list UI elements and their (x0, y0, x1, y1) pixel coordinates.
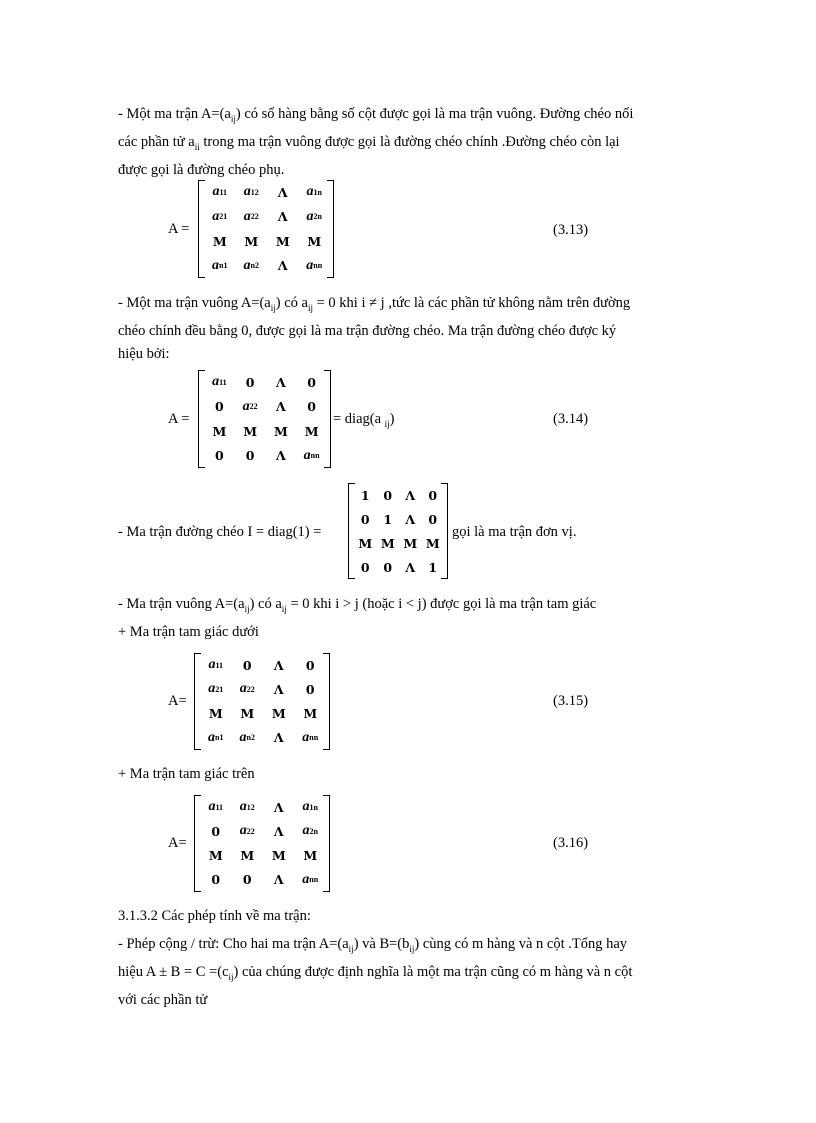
matrix-cell: Λ (273, 730, 284, 746)
matrix-cell: 0 (211, 872, 221, 888)
paragraph-triangular-matrix: - Ma trận vuông $A=(a_{ij})$ có $a_{ij} = 0$ khi i > j (hoặc i < j) được gọi là ma trận tam giác (118, 596, 597, 614)
eq-3-16-number: (3.16) (553, 835, 589, 851)
matrix-identity (348, 483, 448, 579)
matrix-cell: M (244, 233, 259, 249)
matrix-cell: Λ (277, 258, 288, 274)
matrix-cell: 0 (242, 657, 252, 673)
matrix-cell: 0 (428, 487, 438, 503)
matrix-cell: a nn (302, 729, 319, 745)
identity-lhs: - Ma trận đường chéo I = diag(1) = (118, 524, 322, 540)
matrix-cell: 0 (245, 448, 255, 464)
matrix-cell: 0 (428, 511, 438, 527)
right-bracket (324, 370, 331, 468)
lower-triangular-heading: + Ma trận tam giác dưới (118, 624, 259, 640)
matrix-cell: Λ (276, 399, 286, 415)
matrix-cell: Λ (277, 209, 288, 225)
right-bracket (323, 653, 330, 750)
matrix-cell: Λ (405, 559, 416, 575)
eq-3-13-lhs: A = (168, 221, 190, 237)
matrix-cell: 1 (360, 487, 370, 503)
matrix-cell: M (212, 423, 227, 439)
right-bracket (327, 180, 334, 278)
matrix-cell: a 21 (208, 681, 224, 697)
eq-3-15-number: (3.15) (553, 693, 589, 709)
matrix-cell: 0 (383, 487, 393, 503)
matrix-cell: 0 (305, 657, 315, 673)
matrix-cell: a 12 (243, 184, 259, 200)
section-heading: 3.1.3.2 Các phép tính về ma trận: (118, 908, 311, 924)
matrix-cell: Λ (273, 872, 284, 888)
matrix-cell: a 11 (208, 657, 224, 673)
eq-3-13-number: (3.13) (553, 222, 589, 238)
matrix-cell: M (271, 848, 286, 864)
matrix-cell: 0 (307, 399, 316, 415)
matrix-cell: 0 (215, 448, 224, 464)
matrix-cell: a 11 (212, 374, 227, 390)
matrix-cell: M (212, 233, 227, 249)
eq-3-14-rhs: = diag(a $_{ij}$) (333, 411, 395, 429)
matrix-cell: M (271, 706, 286, 722)
matrix-cell: a 22 (242, 398, 258, 414)
matrix-cell: Λ (405, 487, 416, 503)
matrix-cell: a 11 (208, 799, 224, 815)
matrix-cell: a nn (302, 871, 319, 887)
matrix-cell: a 1n (306, 184, 322, 200)
matrix-cell: a nn (306, 257, 323, 273)
matrix-cell: M (303, 706, 318, 722)
matrix-cell: 0 (245, 374, 255, 390)
matrix-cell: a n1 (208, 729, 224, 745)
paragraph-square-matrix: - Một ma trận $A=(a_{ij})$ có số hàng bằng số cột được gọi là ma trận vuông. Đường chéo nối các phần tử $a_{ii}$ trong ma trận vuông được gọi là đường chéo chính .Đường chéo còn lại được gọi là đường chéo phụ. (118, 106, 634, 178)
matrix-cell: M (243, 423, 258, 439)
matrix-cell: 1 (383, 511, 393, 527)
matrix-cell: M (275, 233, 290, 249)
matrix-cell: a 2n (306, 208, 322, 224)
matrix-cell: M (380, 535, 395, 551)
matrix-cell: a nn (303, 447, 320, 463)
matrix-cell: 0 (383, 559, 393, 575)
matrix-cell: Λ (276, 374, 286, 390)
matrix-cell: a 22 (239, 681, 255, 697)
matrix-cell: Λ (273, 823, 284, 839)
matrix-cell: Λ (276, 448, 286, 464)
matrix-cell: M (358, 535, 373, 551)
matrix-cell: Λ (277, 184, 288, 200)
matrix-cell: a n2 (243, 257, 259, 273)
matrix-3-13 (198, 180, 334, 278)
matrix-cell: 0 (215, 399, 224, 415)
eq-3-16-lhs: A= (168, 835, 187, 851)
matrix-cell: M (403, 535, 418, 551)
matrix-cell: M (208, 706, 223, 722)
matrix-cell: 0 (360, 559, 370, 575)
identity-rhs: gọi là ma trận đơn vị. (452, 524, 577, 540)
upper-triangular-heading: + Ma trận tam giác trên (118, 766, 255, 782)
eq-3-14-lhs: A = (168, 411, 190, 427)
right-bracket (441, 483, 448, 579)
matrix-cell: 0 (305, 681, 315, 697)
matrix-cell: Λ (273, 799, 284, 815)
paragraph-addition: - Phép cộng / trừ: Cho hai ma trận $A=(a_{ij})$ và $B=(b_{ij})$ cùng có m hàng và n cột .Tổng hay hiệu $A \pm B = C =(c_{ij})$ của chúng được định nghĩa là một ma trận cũng có m hàng và n cột với các phần tử (118, 936, 633, 1008)
matrix-cell: M (304, 423, 319, 439)
matrix-cell: a 2n (302, 823, 318, 839)
matrix-cell: a 21 (212, 208, 228, 224)
matrix-cell: M (240, 706, 255, 722)
matrix-cell: 0 (211, 823, 221, 839)
eq-3-14-number: (3.14) (553, 411, 589, 427)
matrix-cell: M (208, 848, 223, 864)
eq-3-15-lhs: A= (168, 693, 187, 709)
matrix-cell: M (425, 535, 440, 551)
matrix-cell: a n2 (239, 729, 255, 745)
matrix-cell: a 22 (243, 208, 259, 224)
matrix-3-15 (194, 653, 330, 750)
matrix-cell: a 11 (212, 184, 228, 200)
matrix-cell: M (273, 423, 288, 439)
matrix-3-14 (198, 370, 331, 468)
matrix-cell: Λ (273, 657, 284, 673)
matrix-cell: Λ (405, 511, 416, 527)
matrix-cell: M (303, 848, 318, 864)
matrix-cell: 0 (242, 872, 252, 888)
matrix-cell: M (240, 848, 255, 864)
matrix-3-16 (194, 795, 330, 892)
paragraph-diagonal-matrix: - Một ma trận vuông $A=(a_{ij})$ có $a_{ij} = 0$ khi i ≠ j ,tức là các phần tử không nằm trên đường chéo chính đều bằng 0, được gọi là ma trận đường chéo. Ma trận đường chéo được ký hiệu bởi: (118, 295, 631, 362)
matrix-cell: M (307, 233, 322, 249)
matrix-cell: a 12 (239, 799, 255, 815)
matrix-cell: a n1 (212, 257, 228, 273)
matrix-cell: 0 (307, 374, 316, 390)
matrix-cell: 0 (360, 511, 370, 527)
matrix-cell: a 22 (239, 823, 255, 839)
matrix-cell: Λ (273, 681, 284, 697)
matrix-cell: a 1n (302, 799, 318, 815)
matrix-cell: 1 (428, 559, 438, 575)
right-bracket (323, 795, 330, 892)
